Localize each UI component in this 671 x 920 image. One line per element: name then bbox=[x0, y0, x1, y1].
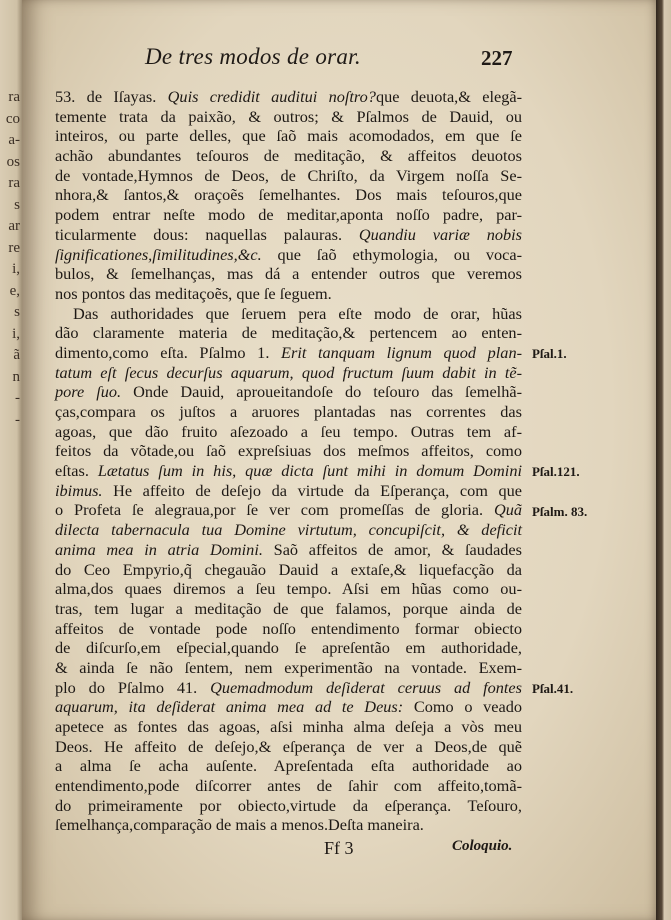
text-line bbox=[55, 363, 522, 383]
text-segment: ças,compara os juſtos a aruores plantadas nas correntes das bbox=[55, 402, 522, 421]
previous-page-fragment: os bbox=[6, 153, 20, 170]
text-segment: a alma ſe acha auſente. Apreſentada eſta authoridade ao bbox=[55, 756, 522, 776]
signature-mark: Ff 3 bbox=[324, 838, 354, 858]
previous-page-fragment: - bbox=[15, 390, 20, 406]
previous-page-fragment: a- bbox=[8, 132, 20, 148]
text-segment: 53. de Iſayas. bbox=[55, 87, 168, 106]
text-line bbox=[55, 126, 522, 146]
text-segment: alma,dos quaes diremos a ſeu tempo. Aſsi em hũas como ou- bbox=[55, 579, 522, 599]
text-line bbox=[55, 776, 522, 796]
text-line bbox=[55, 500, 522, 520]
text-line bbox=[55, 441, 522, 461]
latin-quotation: Quemadmodum deſiderat ceruus ad fontes bbox=[210, 677, 522, 697]
text-line bbox=[55, 756, 522, 776]
text-line bbox=[55, 638, 522, 658]
latin-quotation: Quis credidit auditui noſtro? bbox=[167, 87, 376, 106]
margin-note: Pſal.1. bbox=[532, 346, 567, 362]
text-segment: eſtas. bbox=[55, 461, 98, 481]
running-header-title: De tres modos de orar. bbox=[145, 44, 361, 69]
text-line bbox=[55, 737, 522, 757]
text-line bbox=[55, 225, 522, 245]
text-line bbox=[55, 540, 522, 560]
text-line bbox=[55, 481, 522, 501]
previous-page-fragment: - bbox=[15, 411, 20, 428]
text-line bbox=[55, 560, 522, 580]
text-segment: que deuota,& elegã- bbox=[375, 87, 523, 106]
latin-quotation: tatum eſt ſecus decurſus aquarum, quod fructum ſuum dabit in tẽ- bbox=[55, 362, 522, 382]
text-segment: bulos, & ſemelhanças, mas dá a entender outros que veremos bbox=[55, 264, 522, 284]
text-line bbox=[55, 796, 522, 816]
text-segment: Das authoridades que ſeruem pera eſte modo de orar, hũas bbox=[73, 303, 522, 323]
text-segment: nos pontos das meditaçoẽs, que ſe ſeguem. bbox=[55, 283, 332, 303]
text-line bbox=[55, 264, 522, 284]
previous-page-fragment: i, bbox=[12, 261, 20, 277]
text-line bbox=[55, 422, 522, 442]
latin-quotation: ſignificationes,ſimilitudines,&c. bbox=[55, 244, 262, 264]
text-segment: He affeito de deſejo da virtude da Eſperança, com que bbox=[102, 480, 522, 500]
previous-page-fragment: n bbox=[12, 368, 20, 385]
text-line bbox=[55, 579, 522, 599]
text-segment: Saõ affeitos de amor, & ſaudades bbox=[262, 539, 522, 559]
text-segment: agoas, que dão fruito aſezoado a ſeu tempo. Outras tem af- bbox=[55, 421, 522, 441]
latin-quotation: ibimus. bbox=[55, 480, 103, 500]
latin-quotation: pore ſuo. bbox=[55, 382, 122, 402]
text-segment: Onde Dauid, aproueitandoſe do teſouro das ſemelhã- bbox=[121, 382, 522, 402]
previous-page-edge bbox=[0, 0, 24, 920]
text-segment: entendimento,pode diſcorrer antes de ſahir com affeito,tomã- bbox=[55, 776, 522, 796]
text-segment: Deos. He affeito de deſejo,& eſperança de ver a Deos,de quẽ bbox=[55, 736, 522, 756]
latin-quotation: dilecta tabernacula tua Domine virtutum, concupiſcit, & deficit bbox=[55, 520, 522, 540]
text-line bbox=[55, 402, 522, 422]
latin-quotation: Lætatus ſum in his, quæ dicta ſunt mihi in domum Domini bbox=[97, 461, 522, 481]
text-line bbox=[55, 599, 522, 619]
text-segment: tras, tem lugar a meditação de que falamos, porque ainda de bbox=[55, 598, 522, 618]
text-segment: plo do Pſalmo 41. bbox=[55, 677, 211, 697]
text-line bbox=[55, 382, 522, 402]
body-text bbox=[55, 87, 522, 835]
text-segment: de diſcurſo,em eſpecial,quando ſe apreſentão em authoridade, bbox=[55, 638, 522, 658]
text-line bbox=[55, 185, 522, 205]
text-segment: inteiros, ou parte delles, que ſaõ mais acomodados, em que ſe bbox=[55, 126, 522, 146]
text-segment: ticularmente dous: naquellas palauras. bbox=[55, 224, 359, 244]
text-line bbox=[55, 658, 522, 678]
page-number: 227 bbox=[481, 46, 513, 70]
text-segment: temente trata da paixão, & outros; & Pſalmos de Dauid, ou bbox=[55, 106, 522, 126]
latin-quotation: aquarum, ita deſiderat anima mea ad te Deus: bbox=[55, 697, 404, 717]
text-line bbox=[55, 107, 522, 127]
text-segment: ſemelhança,comparação de mais a menos.Deſta maneira. bbox=[55, 815, 424, 835]
text-segment: dão claramente materia de meditação,& pertencem ao enten- bbox=[55, 323, 522, 343]
text-segment: & ainda ſe não ſentem, nem experimentão na vontade. Exem- bbox=[55, 657, 522, 677]
text-line bbox=[55, 304, 522, 324]
margin-note: Pſalm. 83. bbox=[532, 503, 588, 519]
margin-note: Pſal.121. bbox=[532, 464, 580, 480]
text-segment: Como o veado bbox=[403, 697, 523, 717]
previous-page-fragment: i, bbox=[12, 325, 20, 342]
text-segment: que ſaõ ethymologia, ou voca- bbox=[261, 244, 522, 264]
text-line bbox=[55, 815, 522, 835]
text-segment: do primeiramente por obiecto,virtude da eſperança. Teſouro, bbox=[55, 795, 522, 815]
text-segment: podem entrar neſte modo de meditar,aponta noſſo padre, par- bbox=[55, 205, 522, 225]
previous-page-fragment: ar bbox=[8, 218, 20, 234]
text-segment: apetece as fontes das agoas, aſsi minha alma deſeja a vòs meu bbox=[55, 717, 522, 736]
book-cover-edge bbox=[656, 0, 671, 920]
previous-page-fragment: ã bbox=[13, 347, 20, 363]
latin-quotation: Quã bbox=[493, 500, 522, 520]
text-segment: de vontade,Hymnos de Deos, de Chriſto, da Virgem noſſa Se- bbox=[55, 165, 522, 185]
text-line bbox=[55, 461, 522, 481]
text-segment: dimento,como eſta. Pſalmo 1. bbox=[55, 342, 282, 362]
latin-quotation: anima mea in atria Domini. bbox=[55, 539, 263, 559]
text-line bbox=[55, 717, 522, 737]
text-line bbox=[55, 245, 522, 265]
text-line bbox=[55, 284, 522, 304]
latin-quotation: Quandiu variæ nobis bbox=[358, 224, 522, 244]
text-line bbox=[55, 619, 522, 639]
text-line bbox=[55, 205, 522, 225]
catchword: Coloquio. bbox=[452, 838, 513, 854]
text-line bbox=[55, 343, 522, 363]
text-line bbox=[55, 323, 522, 343]
text-line bbox=[55, 520, 522, 540]
text-segment: o Profeta ſe alegraua,por ſe ver com promeſſas de gloria. bbox=[55, 500, 494, 520]
text-line bbox=[55, 146, 522, 166]
previous-page-fragment: ra bbox=[8, 89, 20, 105]
text-line bbox=[55, 697, 522, 717]
previous-page-fragment: s bbox=[14, 304, 20, 320]
text-segment: achão abundantes teſouros de meditação, & affeitos deuotos bbox=[55, 146, 522, 166]
margin-note: Pſal.41. bbox=[532, 681, 574, 696]
text-line bbox=[55, 678, 522, 698]
previous-page-fragment: e, bbox=[9, 282, 20, 299]
text-line bbox=[55, 166, 522, 186]
latin-quotation: Erit tanquam lignum quod plan- bbox=[281, 342, 523, 362]
text-segment: feitos da võtade,ou ſaõ expreſsiuas dos meſmos affeitos, como bbox=[55, 441, 522, 461]
text-segment: do Ceo Empyrio,q̃ chegauão Dauid a extaſe,& liquefacção da bbox=[55, 559, 522, 579]
previous-page-fragment: co bbox=[5, 110, 20, 127]
text-segment: affeitos de vontade pode noſſo entendimento formar obiecto bbox=[55, 618, 522, 638]
previous-page-fragment: s bbox=[14, 196, 20, 213]
previous-page-fragment: re bbox=[8, 239, 20, 256]
text-line bbox=[55, 87, 522, 107]
text-segment: nhora,& ſantos,& oraçoẽs ſemelhantes. Dos mais teſouros,que bbox=[55, 185, 522, 205]
previous-page-fragment: ra bbox=[8, 175, 20, 191]
